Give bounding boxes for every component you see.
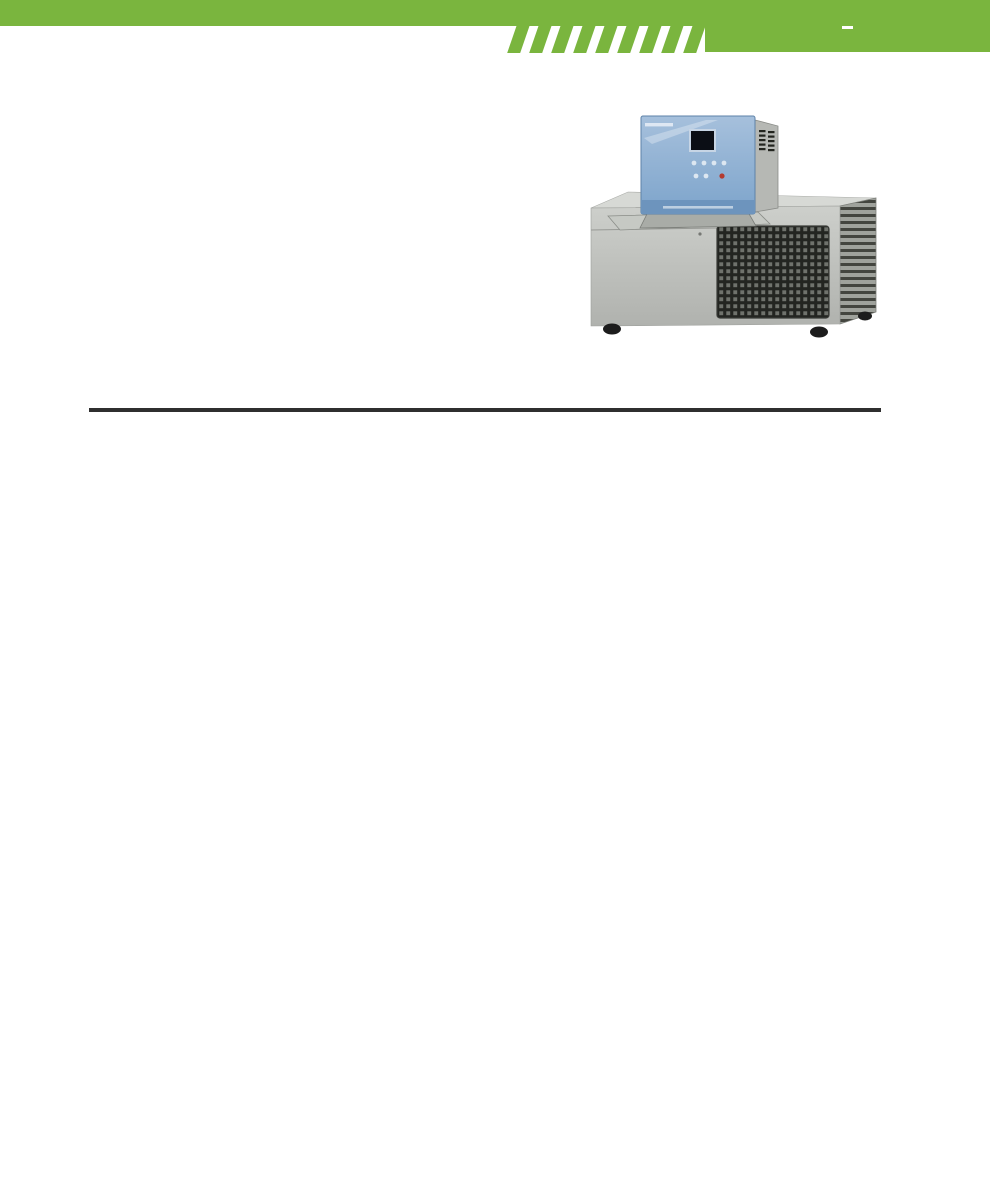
device-control-panel: [640, 116, 778, 228]
banner-stripe: [529, 25, 552, 53]
banner-stripe: [661, 25, 684, 53]
logo-underline: [842, 23, 853, 29]
banner-stripe: [551, 25, 574, 53]
banner-stripe: [573, 25, 596, 53]
banner-stripe: [507, 25, 530, 53]
panel-label: [645, 123, 673, 126]
banner-stripes: [512, 25, 710, 53]
banner-stripe: [595, 25, 618, 53]
spec-table: [89, 408, 881, 412]
device-grille: [717, 226, 829, 318]
banner-stripe: [639, 25, 662, 53]
banner-stripe: [617, 25, 640, 53]
display-screen: [691, 131, 714, 150]
banner-stripe: [683, 25, 706, 53]
product-photo: [578, 100, 968, 338]
brand-logo: [705, 0, 990, 52]
